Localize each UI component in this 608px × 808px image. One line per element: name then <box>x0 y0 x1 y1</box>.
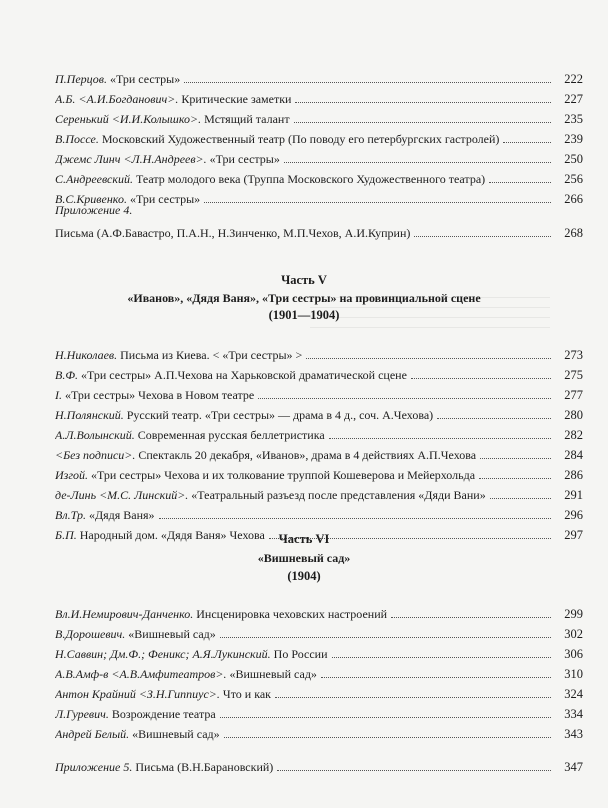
toc-entry: В.С.Кривенко. «Три сестры» 266 <box>55 192 583 206</box>
toc-entry: П.Перцов. «Три сестры» 222 <box>55 72 583 86</box>
toc-entry: В.Поссе. Московский Художественный театр (По поводу его петербургских гастролей) 239 <box>55 132 583 146</box>
toc-entry: В.Ф. «Три сестры» А.П.Чехова на Харьковской драматической сцене 275 <box>55 368 583 382</box>
toc-entry: I. «Три сестры» Чехова в Новом театре 277 <box>55 388 583 402</box>
toc-entry: А.В.Амф-в <А.В.Амфитеатров>. «Вишневый сад» 310 <box>55 667 583 681</box>
toc-entry: С.Андреевский. Театр молодого века (Труппа Московского Художественного театра) 256 <box>55 172 583 186</box>
toc-entry: Н.Николаев. Письма из Киева. < «Три сестры» > 273 <box>55 348 583 362</box>
toc-entry: <Без подписи>. Спектакль 20 декабря, «Иванов», драма в 4 действиях А.П.Чехова 284 <box>55 448 583 462</box>
toc-entry: Вл.Тр. «Дядя Ваня» 296 <box>55 508 583 522</box>
part-title: Часть VI <box>278 532 330 546</box>
toc-entry: Приложение 5. Письма (В.Н.Барановский) 347 <box>55 760 583 774</box>
part-years: (1901—1904) <box>268 308 340 322</box>
toc-entry: Н.Саввин; Дм.Ф.; Феникс; А.Я.Лукинский. По России 306 <box>55 647 583 661</box>
toc-entry: Письма (А.Ф.Бавастро, П.А.Н., Н.Зинченко, М.П.Чехов, А.И.Куприн) 268 <box>55 226 583 240</box>
part-title: Часть V <box>281 273 327 287</box>
toc-entry: де-Линь <М.С. Линский>. «Театральный разъезд после представления «Дяди Вани» 291 <box>55 488 583 502</box>
part-subtitle: «Иванов», «Дядя Ваня», «Три сестры» на провинциальной сцене <box>127 291 481 305</box>
toc-entry: В.Дорошевич. «Вишневый сад» 302 <box>55 627 583 641</box>
appendix-label: Приложение 4. <box>55 203 133 217</box>
toc-entry: А.Б. <А.И.Богданович>. Критические заметки 227 <box>55 92 583 106</box>
toc-entry: Серенький <И.И.Колышко>. Мстящий талант 235 <box>55 112 583 126</box>
toc-entry: Антон Крайний <З.Н.Гиппиус>. Что и как 324 <box>55 687 583 701</box>
toc-entry: А.Л.Волынский. Современная русская беллетристика 282 <box>55 428 583 442</box>
toc-entry: Б.П. Народный дом. «Дядя Ваня» Чехова 297 <box>55 528 583 542</box>
toc-entry: Андрей Белый. «Вишневый сад» 343 <box>55 727 583 741</box>
part-years: (1904) <box>287 569 321 583</box>
toc-entry: Вл.И.Немирович-Данченко. Инсценировка чеховских настроений 299 <box>55 607 583 621</box>
toc-entry: Джемс Линч <Л.Н.Андреев>. «Три сестры» 250 <box>55 152 583 166</box>
toc-entry: Изгой. «Три сестры» Чехова и их толкование труппой Кошеверова и Мейерхольда 286 <box>55 468 583 482</box>
part-subtitle: «Вишневый сад» <box>257 551 351 565</box>
toc-entry: Н.Полянский. Русский театр. «Три сестры» — драма в 4 д., соч. А.Чехова) 280 <box>55 408 583 422</box>
toc-entry: Л.Гуревич. Возрождение театра 334 <box>55 707 583 721</box>
